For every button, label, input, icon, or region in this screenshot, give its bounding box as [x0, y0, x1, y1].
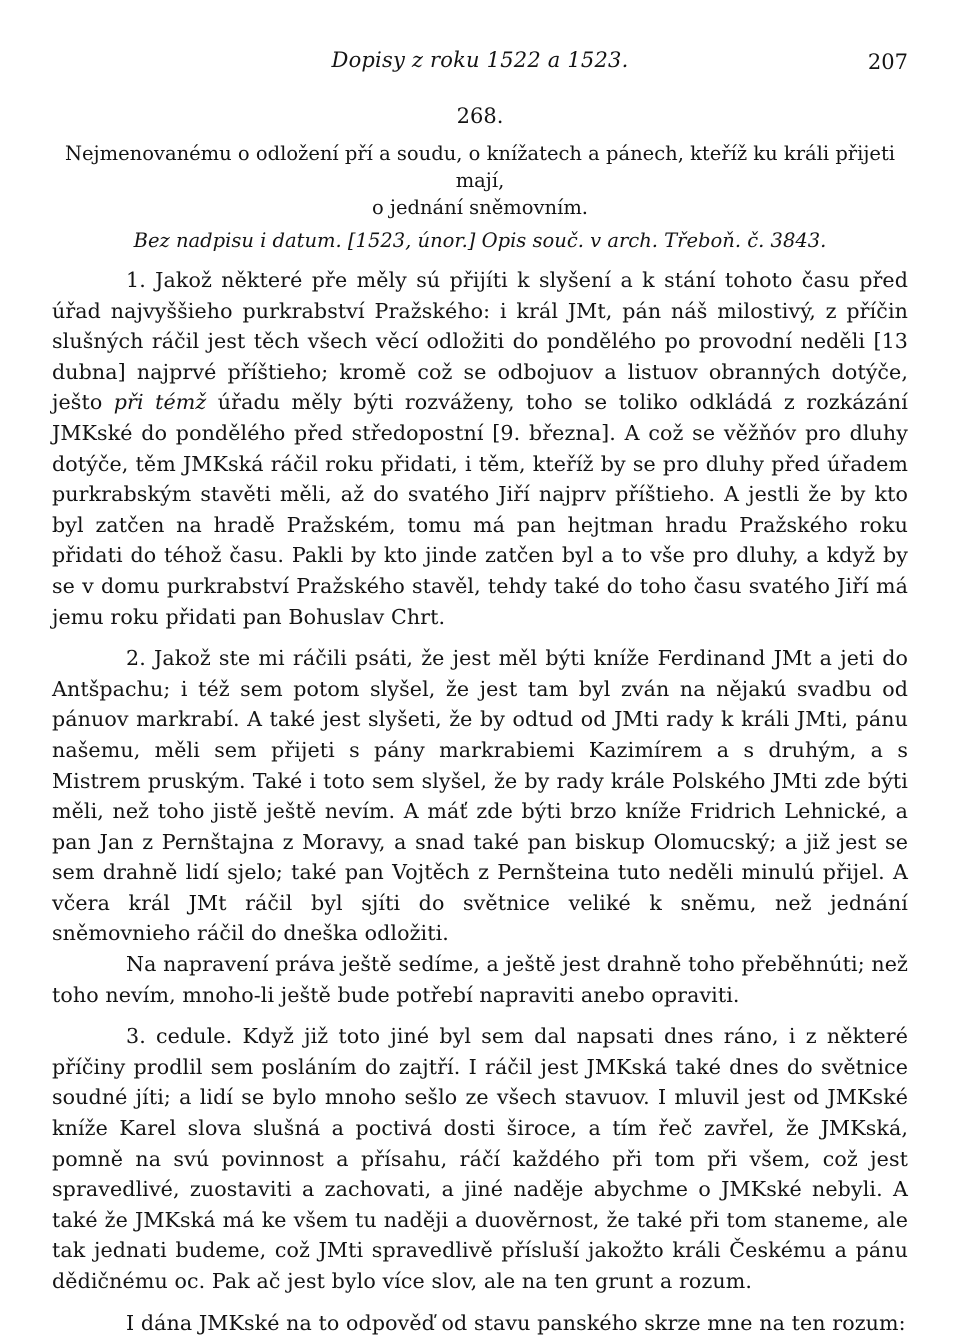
document-source-note: Bez nadpisu i datum. [1523, únor.] Opis souč. v arch. Třeboň. č. 3843. — [133, 229, 827, 252]
paragraph-2: 2. Jakož ste mi ráčili psáti, že jest měl býti kníže Ferdinand JMt a jeti do Antšpachu; i též sem potom slyšel, že jest tam byl zván na nějakú svadbu od pánuov markrabí. A také jest slyšeti, že by odtud od JMti rady k králi JMti, pánu našemu, měli sem přijeti s pány markrabiemi Kazimírem a s druhým, a s Mistrem pruským. Také i toto sem slyšel, že by rady krále Polského JMti zde býti měli, než toho jistě ještě nevím. A máť zde býti brzo kníže Fridrich Lehnické, a pan Jan z Pernštajna z Moravy, a snad také pan biskup Olomucský; a již jest se sem drahně lidí sjelo; také pan Vojtěch z Pernšteina tuto neděli minulú přijel. A včera král JMt ráčil byl sjíti do světnice veliké k sněmu, než jednání sněmovnieho ráčil do dneška odložiti. — [52, 646, 908, 946]
paragraph-1-italic: při témž — [113, 390, 207, 415]
page — [52, 44, 908, 1338]
running-header — [52, 44, 908, 80]
paragraph-1 — [52, 265, 908, 632]
paragraph-1-part-1: 1. Jakož některé pře měly sú přijíti k slyšení a k stání tohoto času před úřad najvyššieho purkrabství Pražského: i král JMt, pán náš milostivý, z příčin slušných ráčil jest těch všech věcí odložiti do pondělého po provodní neděli [13 dubna] najprvé příštieho; kromě což se odbojuov a listuov obranných dotýče, ješto — [52, 268, 908, 415]
document-heading-line-2: o jednání sněmovním. — [371, 196, 589, 219]
paragraph-4: I dána JMKské na to odpověď od stavu panského skrze mne na ten rozum: — [126, 1310, 906, 1335]
document-number: 268. — [456, 104, 504, 128]
running-title: Dopisy z roku 1522 a 1523. — [331, 48, 629, 72]
paragraph-2-continuation: Na napravení práva ještě sedíme, a ještě jest drahně toho přeběhnúti; než toho nevím, mnoho-li ještě bude potřebí napraviti anebo opraviti. — [52, 952, 908, 1007]
paragraph-3: 3. cedule. Když již toto jiné byl sem dal napsati dnes ráno, i z některé příčiny prodlil sem posláním do zajtří. I ráčil jest JMKská také dnes do světnice soudné jíti; a lidí se bylo mnoho sešlo ze všech stavuov. I mluvil jest od JMKské kníže Karel slova slušná a poctivá dosti široce, a tím řeč zavřel, že JMKská, pomně na svú povinnost a přísahu, ráčí každého při tom při všem, což jest spravedlivé, zuostaviti a zachovati, a jiné naděje abychme o JMKské nebyli. A také že JMKská má ke všem tu naději a duověrnost, že také při tom staneme, ale tak jednati budeme, což JMti spravedlivě přísluší jakožto králi Českému a pánu dědičnému oc. Pak ač jest bylo více slov, ale na ten grunt a rozum. — [52, 1024, 908, 1293]
paragraph-1-part-2: úřadu měly býti rozváženy, toho se toliko odkládá z rozkázání JMKské do pondělého před středopostní [9. března]. A což se věžňóv pro dluhy dotýče, těm JMKská ráčil roku přidati, i těm, kteříž by se pro dluhy před úřadem purkrabským stavěti měli, až do svatého Jiří najprv příštieho. A jestli že by kto byl zatčen na hradě Pražském, tomu má pan hejtman hradu Pražského roku přidati do téhož času. Pakli by kto jinde zatčen byl a to vše pro dluhy, a když by se v domu purkrabství Pražského stavěl, tehdy také do toho času svatého Jiří má jemu roku přidati pan Bohuslav Chrt. — [52, 390, 908, 629]
page-number: 207 — [867, 50, 908, 74]
document-heading-line-1: Nejmenovanému o odložení pří a soudu, o knížatech a pánech, kteříž ku králi přijeti mají, — [64, 142, 896, 192]
document-heading — [52, 140, 908, 221]
